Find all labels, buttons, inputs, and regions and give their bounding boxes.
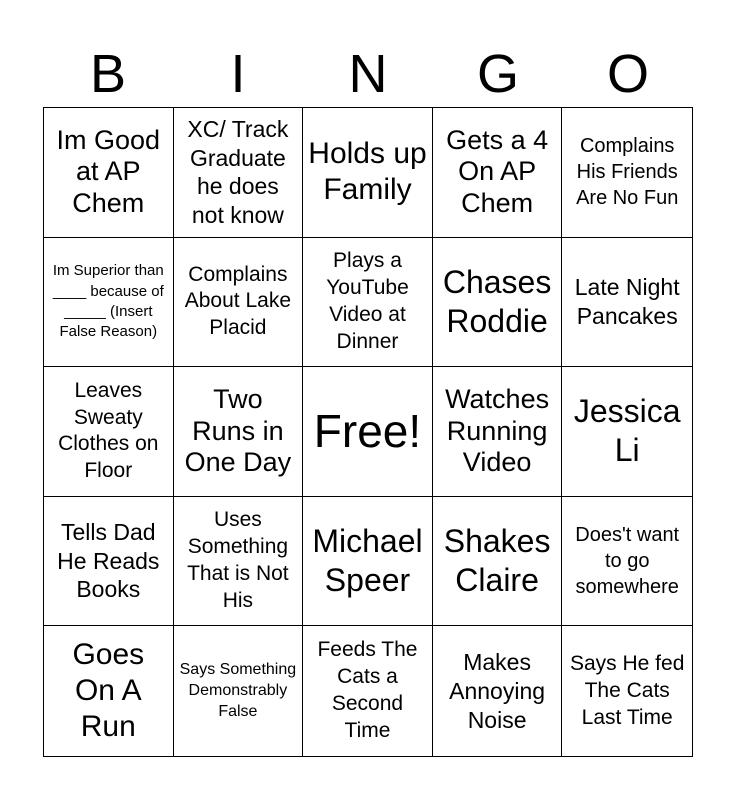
- cell-text: Shakes Claire: [443, 523, 551, 599]
- cell-text: Leaves Sweaty Clothes on Floor: [58, 378, 159, 483]
- bingo-cell-b5[interactable]: [44, 626, 174, 756]
- cell-text: Complains His Friends Are No Fun: [576, 135, 679, 210]
- cell-text: Watches Running Video: [445, 383, 550, 478]
- cell-text: Late Night Pancakes: [574, 274, 680, 329]
- cell-text: Im Superior than ____ because of _____ (Insert False Reason): [52, 262, 164, 341]
- bingo-cell-g1[interactable]: [433, 108, 563, 238]
- header-letter-i: I: [230, 44, 246, 104]
- cell-text: Two Runs in One Day: [184, 383, 292, 478]
- bingo-cell-o1[interactable]: [562, 108, 692, 238]
- header-letter-o: O: [606, 44, 649, 104]
- cell-text: XC/ Track Graduate he does not know: [187, 115, 289, 229]
- bingo-cell-n2[interactable]: [303, 238, 433, 368]
- cell-text: Chases Roddie: [442, 263, 552, 339]
- bingo-cell-free[interactable]: [303, 367, 433, 497]
- cell-text: Michael Speer: [312, 523, 423, 599]
- bingo-cell-n5[interactable]: [303, 626, 433, 756]
- bingo-cell-i1[interactable]: [174, 108, 304, 238]
- bingo-cell-o2[interactable]: [562, 238, 692, 368]
- bingo-cell-i5[interactable]: [174, 626, 304, 756]
- cell-text: Makes Annoying Noise: [449, 649, 546, 733]
- cell-text: Tells Dad He Reads Books: [57, 518, 160, 603]
- bingo-cell-b2[interactable]: [44, 238, 174, 368]
- bingo-cell-n1[interactable]: [303, 108, 433, 238]
- cell-text: Says He fed The Cats Last Time: [569, 651, 685, 729]
- cell-text: Uses Something That is Not His: [187, 508, 289, 612]
- bingo-cell-n4[interactable]: [303, 497, 433, 627]
- cell-text: Goes On A Run: [72, 638, 145, 744]
- header-letter-b: B: [89, 44, 127, 104]
- bingo-cell-o5[interactable]: [562, 626, 692, 756]
- header-letter-g: G: [476, 44, 519, 104]
- bingo-cell-o4[interactable]: [562, 497, 692, 627]
- bingo-cell-i2[interactable]: [174, 238, 304, 368]
- cell-text: Im Good at AP Chem: [56, 124, 161, 219]
- bingo-cell-b3[interactable]: [44, 367, 174, 497]
- bingo-cell-g3[interactable]: [433, 367, 563, 497]
- cell-text: Jessica Li: [573, 393, 681, 469]
- bingo-card-grid: [43, 107, 693, 757]
- bingo-cell-i4[interactable]: [174, 497, 304, 627]
- free-space-text: Free!: [313, 405, 422, 458]
- bingo-cell-i3[interactable]: [174, 367, 304, 497]
- bingo-cell-g5[interactable]: [433, 626, 563, 756]
- bingo-cell-o3[interactable]: [562, 367, 692, 497]
- bingo-cell-g2[interactable]: [433, 238, 563, 368]
- cell-text: Feeds The Cats a Second Time: [317, 638, 418, 743]
- cell-text: Gets a 4 On AP Chem: [446, 124, 549, 219]
- bingo-header: [43, 40, 693, 108]
- cell-text: Does't want to go somewhere: [575, 524, 680, 599]
- bingo-cell-g4[interactable]: [433, 497, 563, 627]
- cell-text: Says Something Demonstrably False: [179, 661, 297, 720]
- cell-text: Holds up Family: [308, 137, 427, 207]
- cell-text: Plays a YouTube Video at Dinner: [326, 249, 409, 353]
- bingo-cell-b1[interactable]: [44, 108, 174, 238]
- cell-text: Complains About Lake Placid: [184, 262, 292, 340]
- header-letter-n: N: [348, 44, 388, 104]
- bingo-cell-b4[interactable]: [44, 497, 174, 627]
